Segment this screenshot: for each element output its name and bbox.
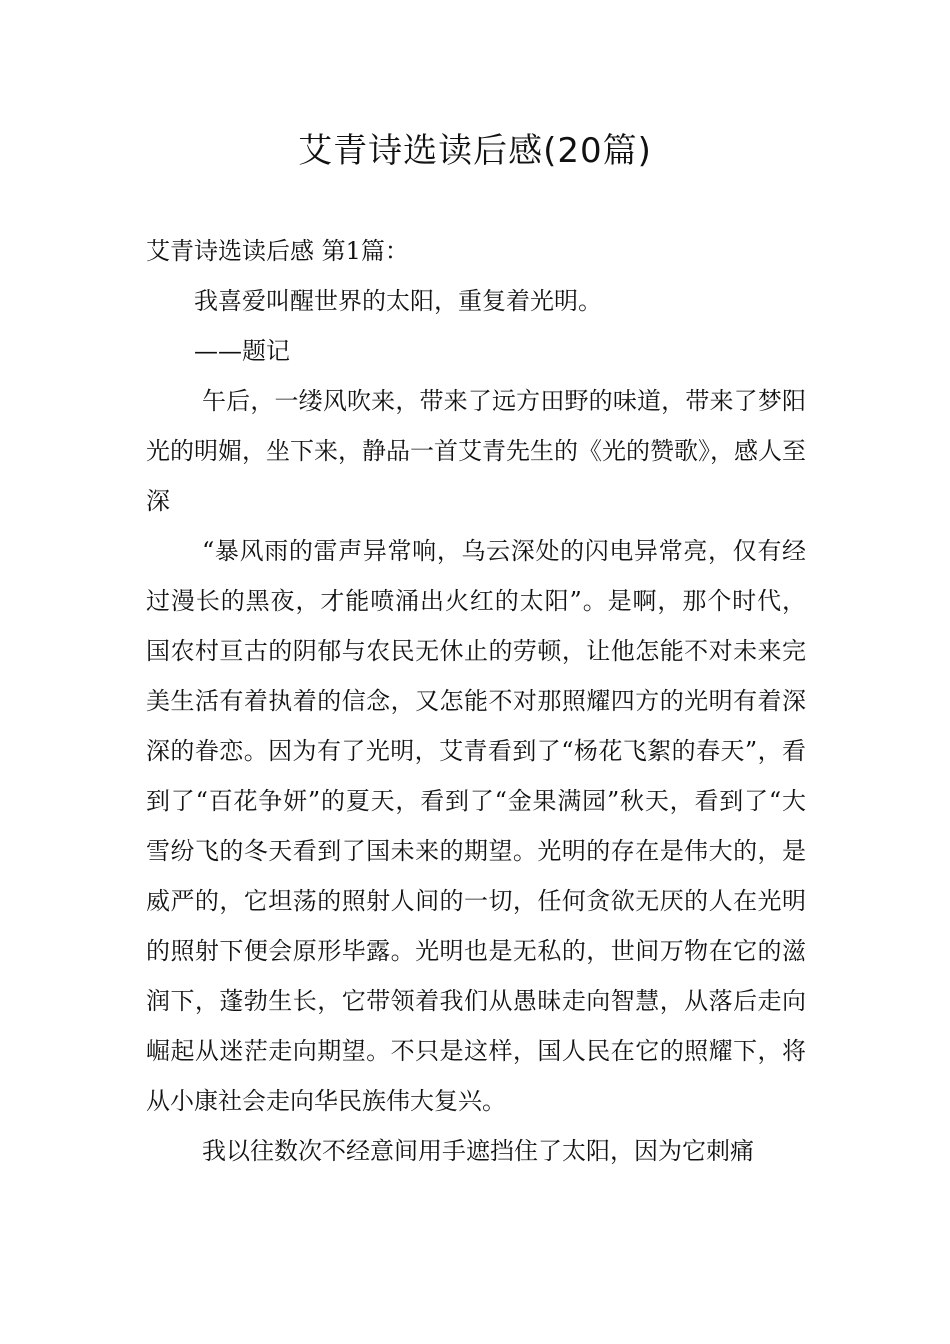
body-paragraph: 午后，一缕风吹来，带来了远方田野的味道，带来了梦阳光的明媚，坐下来，静品一首艾青先生的《光的赞歌》，感人至深 (146, 387, 806, 515)
section-heading: 艾青诗选读后感 第1篇： (146, 237, 409, 265)
document-body (146, 226, 806, 1176)
document-title: 艾青诗选读后感(20篇) (298, 131, 652, 171)
body-paragraph: 我以往数次不经意间用手遮挡住了太阳，因为它刺痛 (202, 1137, 754, 1165)
epigraph-line: 我喜爱叫醒世界的太阳，重复着光明。 (194, 287, 602, 315)
epigraph-attribution: ——题记 (194, 337, 290, 365)
body-paragraph: “暴风雨的雷声异常响，乌云深处的闪电异常亮，仅有经过漫长的黑夜，才能喷涌出火红的太阳”。是啊，那个时代，国农村亘古的阴郁与农民无休止的劳顿，让他怎能不对未来完美生活有着执着的信念，又怎能不对那照耀四方的光明有着深深的眷恋。因为有了光明，艾青看到了“杨花飞絮的春天”，看到了“百花争妍”的夏天，看到了“金果满园”秋天，看到了“大雪纷飞的冬天看到了国未来的期望。光明的存在是伟大的，是威严的，它坦荡的照射人间的一切，任何贪欲无厌的人在光明的照射下便会原形毕露。光明也是无私的，世间万物在它的滋润下，蓬勃生长，它带领着我们从愚昧走向智慧，从落后走向崛起从迷茫走向期望。不只是这样，国人民在它的照耀下，将从小康社会走向华民族伟大复兴。 (146, 537, 806, 1115)
